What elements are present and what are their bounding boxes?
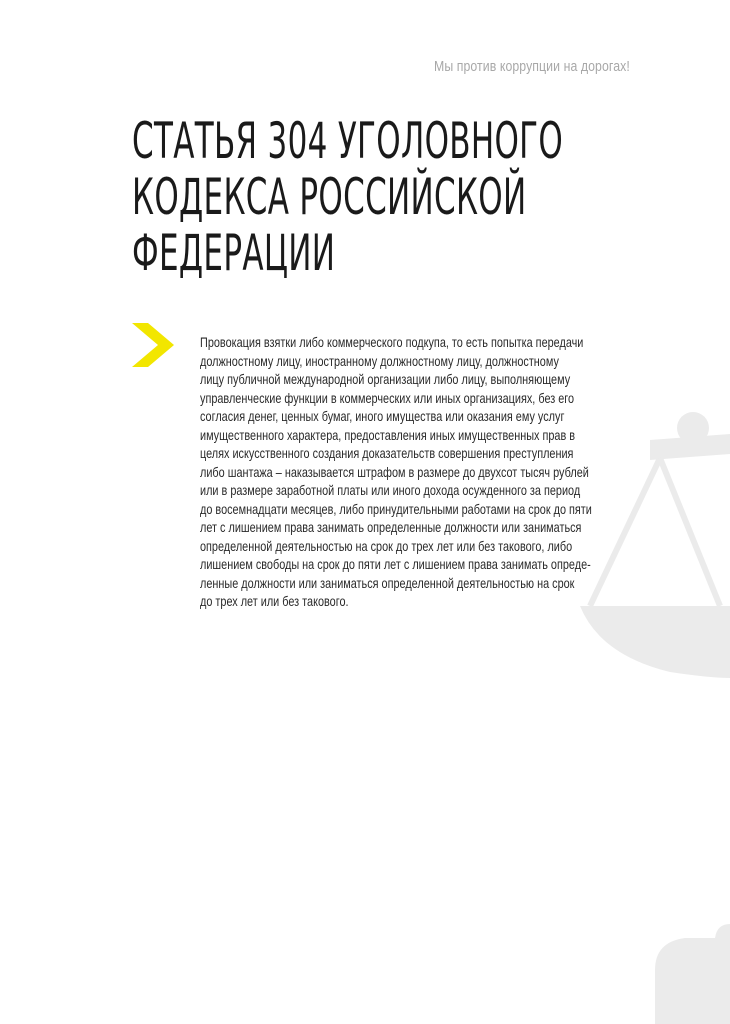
- weight-icon: [655, 920, 730, 1024]
- article-body-line: до трех лет или без такового.: [200, 594, 349, 609]
- article-body-line: до восемнадцати месяцев, либо принудительными работами на срок до пяти: [200, 501, 592, 517]
- article-body-line: либо шантажа – наказывается штрафом в размере до двухсот тысяч рублей: [200, 464, 589, 480]
- article-body-line: лицу публичной международной организации либо лицу, выполняющему: [200, 372, 571, 387]
- article-body-line: или в размере заработной платы или иного дохода осужденного за период: [200, 483, 581, 498]
- article-body-line: лет с лишением права занимать определенные должности или заниматься: [200, 520, 582, 535]
- scales-icon: [560, 410, 730, 680]
- article-body-line: лишением свободы на срок до пяти лет с лишением права занимать опреде-: [200, 557, 591, 572]
- article-body-line: ленные должности или заниматься определенной деятельностью на срок: [200, 575, 575, 591]
- article-body-line: управленческие функции в коммерческих или иных организациях, без его: [200, 390, 575, 406]
- article-body-line: имущественного характера, предоставления иных имущественных прав в: [200, 427, 576, 443]
- article-body-line: согласия денег, ценных бумаг, иного имущества или оказания ему услуг: [200, 409, 565, 424]
- article-body-line: должностному лицу, иностранному должностному лицу, должностному: [200, 353, 559, 369]
- article-body-line: целях искусственного создания доказательств совершения преступления: [200, 446, 574, 461]
- header-slogan: Мы против коррупции на дорогах!: [434, 58, 630, 75]
- chevron-right-icon: [132, 323, 174, 367]
- page-title: СТАТЬЯ 304 УГОЛОВНОГО КОДЕКСА РОССИЙСКОЙ ФЕДЕРАЦИИ: [132, 112, 564, 282]
- article-body-line: Провокация взятки либо коммерческого подкупа, то есть попытка передачи: [200, 335, 584, 350]
- article-body-line: определенной деятельностью на срок до трех лет или без такового, либо: [200, 538, 573, 554]
